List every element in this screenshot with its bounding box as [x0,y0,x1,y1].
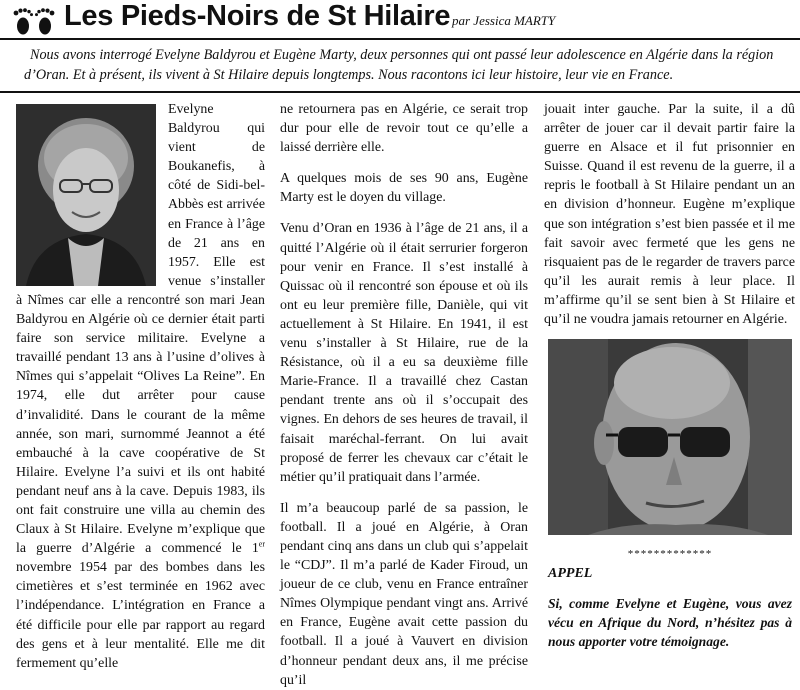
article-column-2 [280,100,528,690]
superscript-er: er [258,539,265,549]
eugene-football-end: jouait inter gauche. Par la suite, il a dû arrêter de jouer car il devait partir faire la guerre en Alsace et il fut prisonnier en Suisse. Quand il est revenu de la guerre, il a repris le football à St Hilaire pendant un an en division d’honneur. Eugène m’explique que son intégration s’est bien passée et il me fait savoir avec fermeté que les gens ne risquaient pas de le regarder de travers parce qu’il les aurait remis à leur place. Il m’affirme qu’il se sent bien à St Hilaire et qu’il ne voudra jamais retourner en Algérie. [544,102,795,328]
header-rule [0,38,800,40]
eugene-story-paragraph: Venu d’Oran en 1936 à l’âge de 21 ans, il a quitté l’Algérie où il était serrurier forgeron pour venir en France. Il s’est installé à Quissac où il rencontré son épouse et où ils ont eu leur première fille, Danièle, qui vit actuellement à St Hilaire. En 1941, il est venu s’installer à St Hilaire, rue de la Résistance, où il a eu sa deuxième fille Marie-France. Il a travaillé chez Castan pendant trente ans où il s’occupait des vignes. En dehors de ses heures de travail, il faisait maréchal-ferrant. On lui avait proposé de ferrer les chevaux car c’était le métier qu’il pratiquait dans l’armée. [280,221,528,485]
article-header [0,0,800,40]
eugene-intro-paragraph: A quelques mois de ses 90 ans, Eugène Marty est le doyen du village. [280,171,528,206]
article-column-3 [544,100,795,329]
eugene-portrait-photo [548,339,792,535]
appel-heading: APPEL [548,566,593,581]
footprints-icon [10,6,58,36]
author-byline: par Jessica MARTY [452,13,556,28]
separator-stars: ************* [627,548,713,560]
evelyne-story-end: ne retournera pas en Algérie, ce serait trop dur pour elle de revoir tout ce qu’elle a laissé derrière elle. [280,102,528,156]
article-column-1 [16,100,265,673]
evelyne-story-text-cont: novembre 1954 par des bombes dans les cimetières et s’est terminée en 1962 avec l’indépendance. L’intégration en France a été difficile pour elle par rapport au regard des gens et à leur mentalité. Elle me dit fermement qu’elle [16,560,265,671]
evelyne-story-text: Evelyne Baldyrou qui vient de Boukanefis, à côté de Sidi-bel-Abbès est arrivée en France à l’âge de 21 ans en 1957. Elle est venue s’installer à Nîmes car elle a rencontré son mari Jean Baldyrou en Algérie où ce dernier était parti faire son service militaire. Evelyne a travaillé pendant 13 ans à l’usine d’olives à Nîmes qui s’appelait “Olives La Reine”. En 1974, elle dut arrêter pour cause d’invalidité. Dans le courant de la même année, son mari, surnommé Jeannot a été embauché à la cave coopérative de St Hilaire. Evelyne l’a suivi et ils ont habité pendant neuf ans à la cave. Depuis 1983, ils ont fait construire une villa au chemin des Claux à St Hilaire. Evelyne m’explique que la guerre d’Algérie a commencé le 1 [16,102,265,557]
eugene-football-paragraph: Il m’a beaucoup parlé de sa passion, le football. Il a joué en Algérie, à Oran pendant cinq ans dans un club qui s’appelait le “CDJ”. Il m’a parlé de Kader Firoud, un joueur de ce club, venu en France entraîner Nîmes Olympique pendant vingt ans. Arrivé en France, Eugène avait cette passion du football. Il a joué à Vauvert en division d’honneur pendant deux ans, il me précise qu’il [280,500,528,688]
intro-rule [0,91,800,93]
appel-text: Si, comme Evelyne et Eugène, vous avez vécu en Afrique du Nord, n’hésitez pas à nous apporter votre témoignage. [548,596,792,649]
evelyne-portrait-photo [16,104,156,286]
article-intro: Nous avons interrogé Evelyne Baldyrou et Eugène Marty, deux personnes qui ont passé leur adolescence en Algérie dans la région d’Oran. Et à présent, ils vivent à St Hilaire depuis longtemps. Nous racontons ici leur histoire, leur vie en France. [24,47,774,83]
article-title: Les Pieds-Noirs de St Hilaire [64,0,451,32]
